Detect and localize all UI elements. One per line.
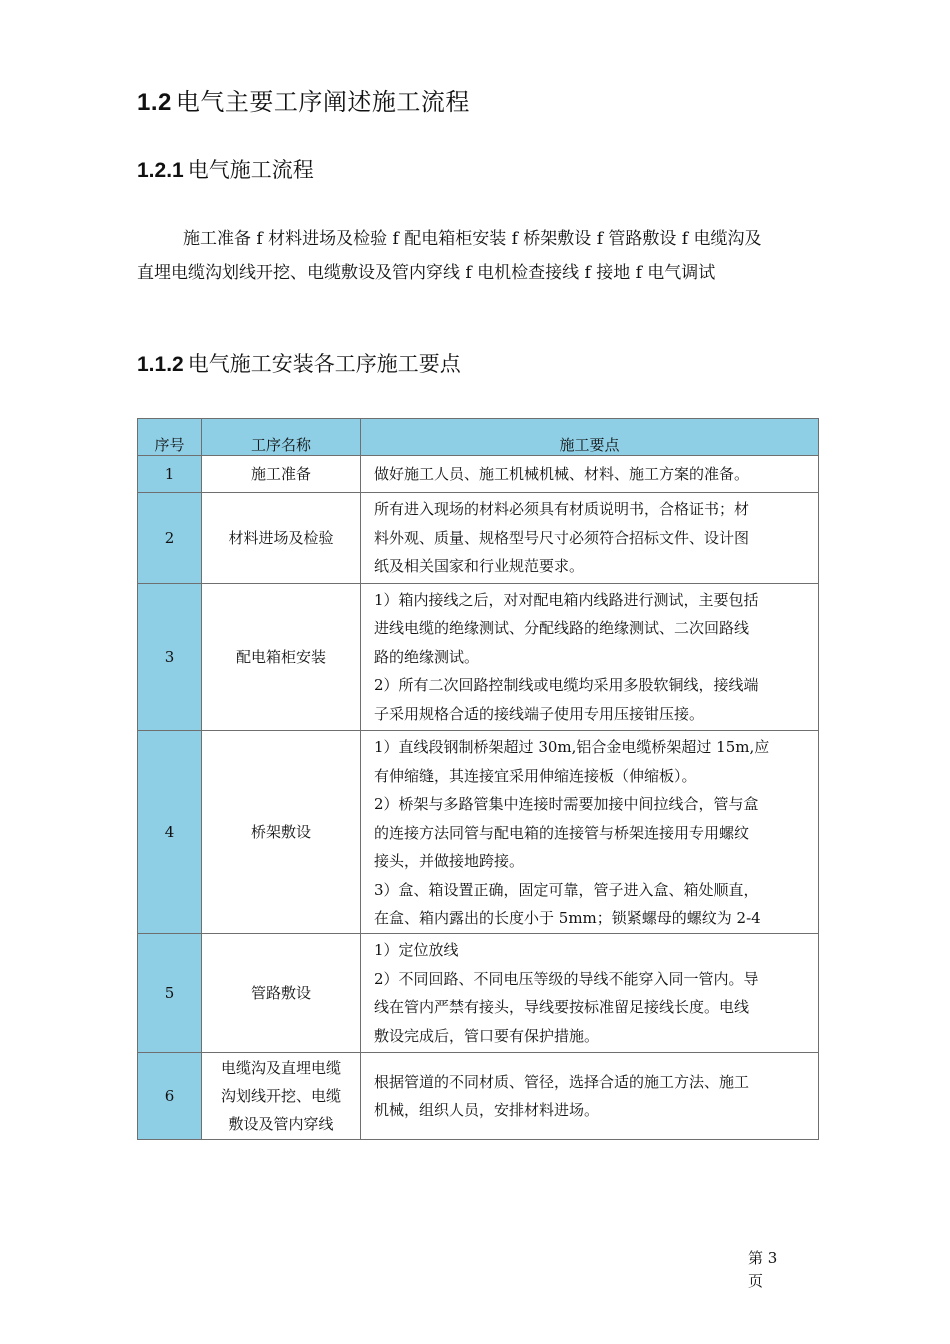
header-no: 序号 bbox=[138, 419, 202, 456]
flow-paragraph bbox=[137, 222, 827, 290]
process-points: 根据管道的不同材质、管径，选择合适的施工方法、施工 机械，组织人员，安排材料进场。 bbox=[361, 1053, 819, 1140]
section-heading-1-1-2 bbox=[137, 348, 461, 378]
process-name: 材料进场及检验 bbox=[202, 493, 361, 584]
header-points: 施工要点 bbox=[361, 419, 819, 456]
flow-line-1: 施工准备 f 材料进场及检验 f 配电箱柜安装 f 桥架敷设 f 管路敷设 f 电缆沟及 bbox=[183, 229, 762, 249]
row-number: 2 bbox=[138, 493, 202, 584]
row-number: 3 bbox=[138, 583, 202, 731]
row-number: 1 bbox=[138, 456, 202, 493]
process-name: 电缆沟及直埋电缆 沟划线开挖、电缆 敷设及管内穿线 bbox=[202, 1053, 361, 1140]
table-row bbox=[138, 1053, 819, 1140]
table-row bbox=[138, 731, 819, 934]
row-number: 6 bbox=[138, 1053, 202, 1140]
process-points: 1）直线段钢制桥架超过 30m,铝合金电缆桥架超过 15m,应 有伸缩缝，其连接宜采用伸缩连接板（伸缩板）。 2）桥架与多路管集中连接时需要加接中间拉线合，管与盒 的连接方法同管与配电箱的连接管与桥架连接用专用螺纹 接头，并做接地跨接。 3）盒、箱设置正确，固定可靠，管子进入盒、箱处顺直， 在盒、箱内露出的长度小于 5mm；锁紧螺母的螺纹为 2-4 bbox=[361, 731, 819, 934]
section-title: 电气施工安装各工序施工要点 bbox=[187, 352, 461, 376]
row-number: 4 bbox=[138, 731, 202, 934]
table-header-row bbox=[138, 419, 819, 456]
process-name: 配电箱柜安装 bbox=[202, 583, 361, 731]
process-name: 桥架敷设 bbox=[202, 731, 361, 934]
page-number: 第 3 页 bbox=[748, 1249, 778, 1290]
section-heading-1-2 bbox=[137, 82, 470, 117]
section-number: 1.1.2 bbox=[137, 353, 184, 376]
process-points: 1）定位放线 2）不同回路、不同电压等级的导线不能穿入同一管内。导 线在管内严禁有接头，导线要按标准留足接线长度。电线 敷设完成后，管口要有保护措施。 bbox=[361, 934, 819, 1053]
process-points: 做好施工人员、施工机械机械、材料、施工方案的准备。 bbox=[361, 456, 819, 493]
section-number: 1.2.1 bbox=[137, 159, 184, 182]
section-heading-1-2-1 bbox=[137, 154, 314, 184]
table-row bbox=[138, 934, 819, 1053]
section-number: 1.2 bbox=[137, 89, 172, 116]
table-row bbox=[138, 583, 819, 731]
section-title: 电气施工流程 bbox=[187, 158, 314, 182]
row-number: 5 bbox=[138, 934, 202, 1053]
process-points: 1）箱内接线之后，对对配电箱内线路进行测试，主要包括 进线电缆的绝缘测试、分配线路的绝缘测试、二次回路线 路的绝缘测试。 2）所有二次回路控制线或电缆均采用多股软铜线，接线端 子采用规格合适的接线端子使用专用压接钳压接。 bbox=[361, 583, 819, 731]
table-row bbox=[138, 456, 819, 493]
section-title: 电气主要工序阐述施工流程 bbox=[175, 88, 470, 116]
header-name: 工序名称 bbox=[202, 419, 361, 456]
construction-points-table bbox=[137, 418, 819, 1140]
table-row bbox=[138, 493, 819, 584]
process-points: 所有进入现场的材料必须具有材质说明书，合格证书；材 料外观、质量、规格型号尺寸必须符合招标文件、设计图 纸及相关国家和行业规范要求。 bbox=[361, 493, 819, 584]
process-name: 施工准备 bbox=[202, 456, 361, 493]
flow-line-2: 直埋电缆沟划线开挖、电缆敷设及管内穿线 f 电机检查接线 f 接地 f 电气调试 bbox=[137, 263, 716, 283]
process-name: 管路敷设 bbox=[202, 934, 361, 1053]
